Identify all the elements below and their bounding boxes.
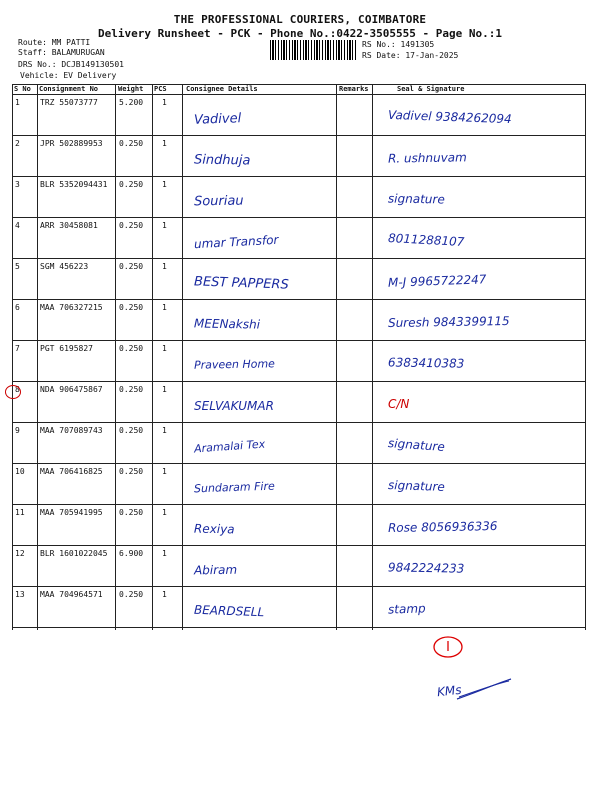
row-divider xyxy=(12,135,586,136)
row-pcs: 1 xyxy=(162,426,167,435)
row-seal-signature: M-J 9965722247 xyxy=(387,272,487,290)
runsheet-subtitle: Delivery Runsheet - PCK - Phone No.:0422-3505555 - Page No.:1 xyxy=(98,27,502,40)
vehicle-text: Vehicle: EV Delivery xyxy=(20,71,117,80)
row-consignment-no: MAA 705941995 xyxy=(40,508,103,517)
row-weight: 0.250 xyxy=(119,344,144,353)
row-sno: 11 xyxy=(15,508,25,517)
row-weight: 0.250 xyxy=(119,221,144,230)
row-pcs: 1 xyxy=(162,262,167,271)
row-weight: 0.250 xyxy=(119,508,144,517)
drs-text: DRS No.: DCJB149130501 xyxy=(18,60,124,69)
runsheet-table xyxy=(12,84,586,630)
row-weight: 5.200 xyxy=(119,98,144,107)
row-pcs: 1 xyxy=(162,549,167,558)
company-title: THE PROFESSIONAL COURIERS, COIMBATORE xyxy=(173,13,427,26)
row-seal-signature: C/N xyxy=(388,397,410,411)
barcode xyxy=(270,40,357,60)
col-sno: S No xyxy=(14,85,31,93)
row-weight: 0.250 xyxy=(119,590,144,599)
route-text: Route: MM PATTI xyxy=(18,38,91,47)
row-divider xyxy=(12,463,586,464)
rs-no: RS No.: 1491305 xyxy=(362,40,435,49)
row-sno: 6 xyxy=(15,303,20,312)
row-sno: 12 xyxy=(15,549,25,558)
row-consignee-handwritten: Sindhuja xyxy=(193,152,251,169)
row-consignee-handwritten: Abiram xyxy=(193,562,238,578)
row-divider xyxy=(12,299,586,300)
row-divider xyxy=(12,627,586,628)
row-consignment-no: MAA 706416825 xyxy=(40,467,103,476)
row-consignment-no: BLR 1601022045 xyxy=(40,549,108,558)
col-consignee: Consignee Details xyxy=(186,85,258,93)
row-pcs: 1 xyxy=(162,139,167,148)
row-consignee-handwritten: Vadivel xyxy=(193,111,242,128)
row-sno: 3 xyxy=(15,180,20,189)
row-seal-signature: Rose 8056936336 xyxy=(387,519,498,535)
col-seal: Seal & Signature xyxy=(397,85,465,93)
row-seal-signature: signature xyxy=(387,478,446,494)
row-seal-signature: 8011288107 xyxy=(387,231,465,249)
row-weight: 6.900 xyxy=(119,549,144,558)
row-consignee-handwritten: Praveen Home xyxy=(193,357,276,372)
col-weight: Weight xyxy=(118,85,144,93)
row-pcs: 1 xyxy=(162,590,167,599)
row-consignee-handwritten: umar Transfor xyxy=(193,232,279,252)
row-pcs: 1 xyxy=(162,180,167,189)
row-consignment-no: MAA 704964571 xyxy=(40,590,103,599)
row-weight: 0.250 xyxy=(119,426,144,435)
staff-text: Staff: BALAMURUGAN xyxy=(18,48,105,57)
row-consignee-handwritten: BEST PAPPERS xyxy=(193,274,289,293)
row-consignment-no: MAA 706327215 xyxy=(40,303,103,312)
row-pcs: 1 xyxy=(162,98,167,107)
row-consignment-no: JPR 502889953 xyxy=(40,139,103,148)
red-mark xyxy=(430,632,470,662)
row-consignee-handwritten: BEARDSELL xyxy=(193,602,265,620)
footer-initials: KMs xyxy=(436,682,463,700)
row-consignment-no: TRZ 55073777 xyxy=(40,98,98,107)
row-divider xyxy=(12,340,586,341)
rs-date: RS Date: 17-Jan-2025 xyxy=(362,51,459,60)
row-pcs: 1 xyxy=(162,303,167,312)
row-sno: 8 xyxy=(15,385,20,394)
row-divider xyxy=(12,381,586,382)
row-sno: 13 xyxy=(15,590,25,599)
row8-red-circle xyxy=(5,385,21,399)
row-weight: 0.250 xyxy=(119,180,144,189)
row-sno: 7 xyxy=(15,344,20,353)
row-divider xyxy=(12,217,586,218)
row-consignment-no: SGM 456223 xyxy=(40,262,89,271)
row-sno: 1 xyxy=(15,98,20,107)
row-pcs: 1 xyxy=(162,344,167,353)
row-consignment-no: PGT 6195827 xyxy=(40,344,93,353)
row-divider xyxy=(12,504,586,505)
row-pcs: 1 xyxy=(162,467,167,476)
row-consignment-no: MAA 707089743 xyxy=(40,426,103,435)
col-consignment: Consignment No xyxy=(39,85,99,93)
row-sno: 9 xyxy=(15,426,20,435)
row-consignee-handwritten: MEENakshi xyxy=(193,316,261,332)
row-consignee-handwritten: Souriau xyxy=(193,193,244,210)
row-seal-signature: Suresh 9843399115 xyxy=(387,313,510,331)
row-divider xyxy=(12,258,586,259)
row-consignee-handwritten: Sundaram Fire xyxy=(193,479,276,496)
row-consignee-handwritten: Rexiya xyxy=(193,521,235,537)
row-pcs: 1 xyxy=(162,508,167,517)
row-sno: 4 xyxy=(15,221,20,230)
row-seal-signature: signature xyxy=(387,436,446,454)
row-divider xyxy=(12,422,586,423)
row-weight: 0.250 xyxy=(119,303,144,312)
row-consignee-handwritten: SELVAKUMAR xyxy=(194,399,274,413)
row-seal-signature: signature xyxy=(387,191,445,207)
col-pcs: PCS xyxy=(154,85,167,93)
row-sno: 10 xyxy=(15,467,25,476)
row-consignment-no: NDA 906475867 xyxy=(40,385,103,394)
row-seal-signature: 9842224233 xyxy=(387,560,465,576)
row-sno: 2 xyxy=(15,139,20,148)
row-consignment-no: ARR 30458081 xyxy=(40,221,98,230)
row-weight: 0.250 xyxy=(119,139,144,148)
row-pcs: 1 xyxy=(162,385,167,394)
row-weight: 0.250 xyxy=(119,262,144,271)
scribble-mark xyxy=(455,675,515,705)
col-remarks: Remarks xyxy=(339,85,369,93)
row-divider xyxy=(12,545,586,546)
row-sno: 5 xyxy=(15,262,20,271)
row-seal-signature: stamp xyxy=(387,601,426,617)
row-weight: 0.250 xyxy=(119,385,144,394)
row-divider xyxy=(12,586,586,587)
row-seal-signature: R. ushnuvam xyxy=(387,150,467,166)
row-weight: 0.250 xyxy=(119,467,144,476)
row-seal-signature: Vadivel 9384262094 xyxy=(387,107,512,127)
row-consignee-handwritten: Aramalai Tex xyxy=(193,437,266,456)
row-divider xyxy=(12,176,586,177)
row-consignment-no: BLR 5352094431 xyxy=(40,180,108,189)
row-seal-signature: 6383410383 xyxy=(387,355,465,371)
row-pcs: 1 xyxy=(162,221,167,230)
